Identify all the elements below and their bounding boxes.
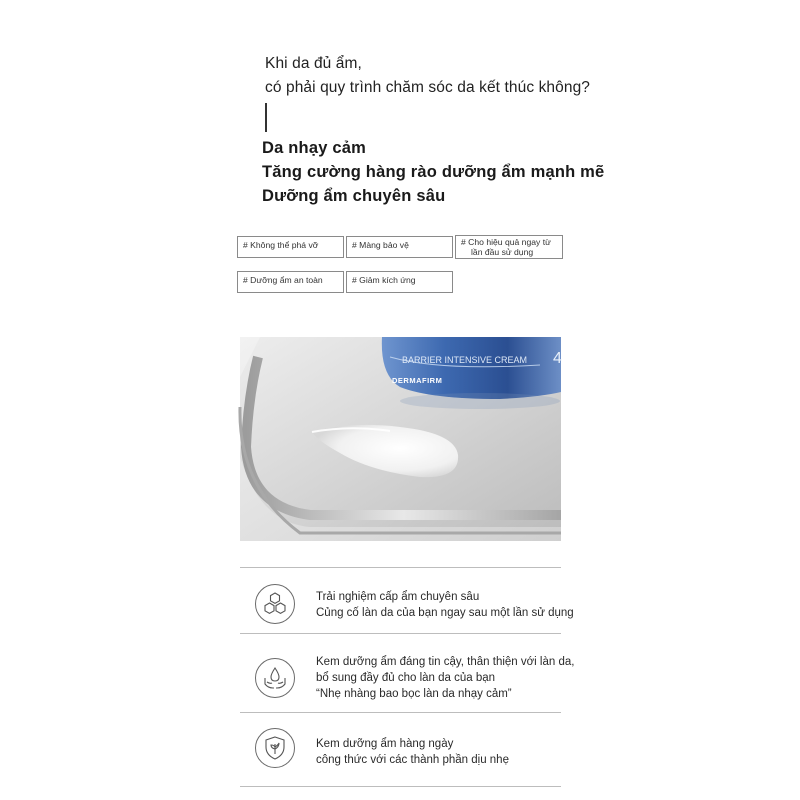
tag-safe-moisture: [237, 271, 344, 293]
tag-reduce-irritation: [346, 271, 453, 293]
divider-line: [240, 712, 561, 713]
headline-line2: Tăng cường hàng rào dưỡng ẩm mạnh mẽ: [262, 163, 605, 181]
jar-brand: DERMAFIRM: [392, 376, 443, 385]
feature-3-line2: công thức với các thành phần dịu nhẹ: [316, 754, 509, 766]
feature-2-line1: Kem dưỡng ẩm đáng tin cậy, thân thiện với làn da,: [316, 656, 575, 668]
jar-label-text: BARRIER INTENSIVE CREAM: [402, 355, 528, 365]
product-photo: [240, 337, 561, 541]
headline-line3: Dưỡng ẩm chuyên sâu: [262, 187, 446, 205]
feature-1-text: [316, 589, 574, 621]
tag-label: # Giảm kích ứng: [352, 275, 416, 285]
headline-line1: Da nhạy cảm: [262, 139, 366, 157]
product-photo-illustration: [240, 337, 561, 541]
jar-number: 4: [553, 350, 562, 367]
intro-question-line1: Khi da đủ ẩm,: [265, 55, 362, 72]
tag-instant-effect: [455, 235, 563, 259]
tag-unbreakable: [237, 236, 344, 258]
divider-line: [240, 567, 561, 568]
tag-protective-film: [346, 236, 453, 258]
water-drop-hands-icon: [255, 658, 295, 698]
feature-2-text: [316, 654, 574, 702]
feature-1-line1: Trải nghiệm cấp ẩm chuyên sâu: [316, 591, 480, 603]
tag-label: # Dưỡng ẩm an toàn: [243, 275, 323, 285]
feature-2-line3: “Nhẹ nhàng bao bọc làn da nhạy cảm”: [316, 688, 512, 700]
tag-label: # Màng bảo vệ: [352, 240, 409, 250]
divider-line: [240, 633, 561, 634]
honeycomb-icon: [255, 584, 295, 624]
feature-3-text: [316, 736, 509, 768]
vertical-divider: [265, 103, 267, 132]
tag-label: # Không thể phá vỡ: [243, 240, 319, 250]
divider-line: [240, 786, 561, 787]
tag-label-line1: # Cho hiệu quả ngay từ: [461, 237, 551, 247]
leaf-shield-icon: [255, 728, 295, 768]
feature-1-line2: Củng cố làn da của bạn ngay sau một lần sử dụng: [316, 607, 574, 619]
tag-label-line2: lần đầu sử dụng: [471, 246, 534, 257]
intro-question-line2: có phải quy trình chăm sóc da kết thúc không?: [265, 79, 591, 96]
feature-3-line1: Kem dưỡng ẩm hàng ngày: [316, 738, 454, 750]
feature-2-line2: bổ sung đầy đủ cho làn da của bạn: [316, 672, 496, 684]
